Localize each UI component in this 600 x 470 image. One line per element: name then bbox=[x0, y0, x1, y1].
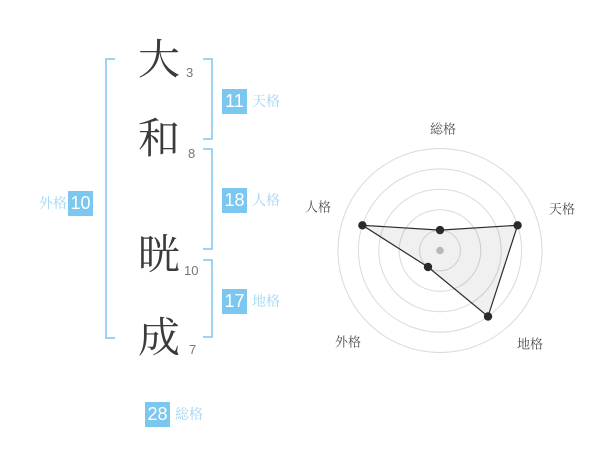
gaikaku-value-badge: 10 bbox=[68, 191, 93, 216]
stroke-count-3: 10 bbox=[184, 263, 199, 278]
chikaku-bracket bbox=[203, 259, 213, 338]
radar-axis-label-3: 地格 bbox=[516, 336, 544, 351]
radar-axis-label-2: 天格 bbox=[548, 201, 576, 216]
name-char-1: 大 bbox=[137, 36, 180, 83]
full-name-bracket bbox=[105, 58, 115, 339]
stroke-count-4: 7 bbox=[189, 342, 197, 357]
name-char-4: 成 bbox=[137, 314, 180, 361]
radar-chart bbox=[330, 140, 550, 361]
gaikaku-label: 外格 bbox=[39, 195, 67, 211]
radar-axis-label-4: 外格 bbox=[334, 334, 362, 349]
name-char-3: 晄 bbox=[137, 231, 180, 278]
stroke-count-1: 3 bbox=[186, 65, 194, 80]
tenkaku-label: 天格 bbox=[252, 93, 280, 109]
name-char-2: 和 bbox=[137, 115, 180, 162]
jinkaku-bracket bbox=[203, 148, 213, 250]
tenkaku-value-badge: 11 bbox=[222, 89, 247, 114]
radar-axis-label-1: 総格 bbox=[429, 121, 457, 136]
tenkaku-bracket bbox=[203, 58, 213, 140]
jinkaku-label: 人格 bbox=[252, 192, 280, 208]
chikaku-value-badge: 17 bbox=[222, 289, 247, 314]
jinkaku-value-badge: 18 bbox=[222, 188, 247, 213]
chikaku-label: 地格 bbox=[252, 293, 280, 309]
radar-axis-label-5: 人格 bbox=[304, 199, 332, 214]
stroke-count-2: 8 bbox=[188, 146, 196, 161]
radar-svg bbox=[330, 140, 550, 361]
soukaku-value-badge: 28 bbox=[145, 402, 170, 427]
soukaku-label: 総格 bbox=[175, 406, 203, 422]
